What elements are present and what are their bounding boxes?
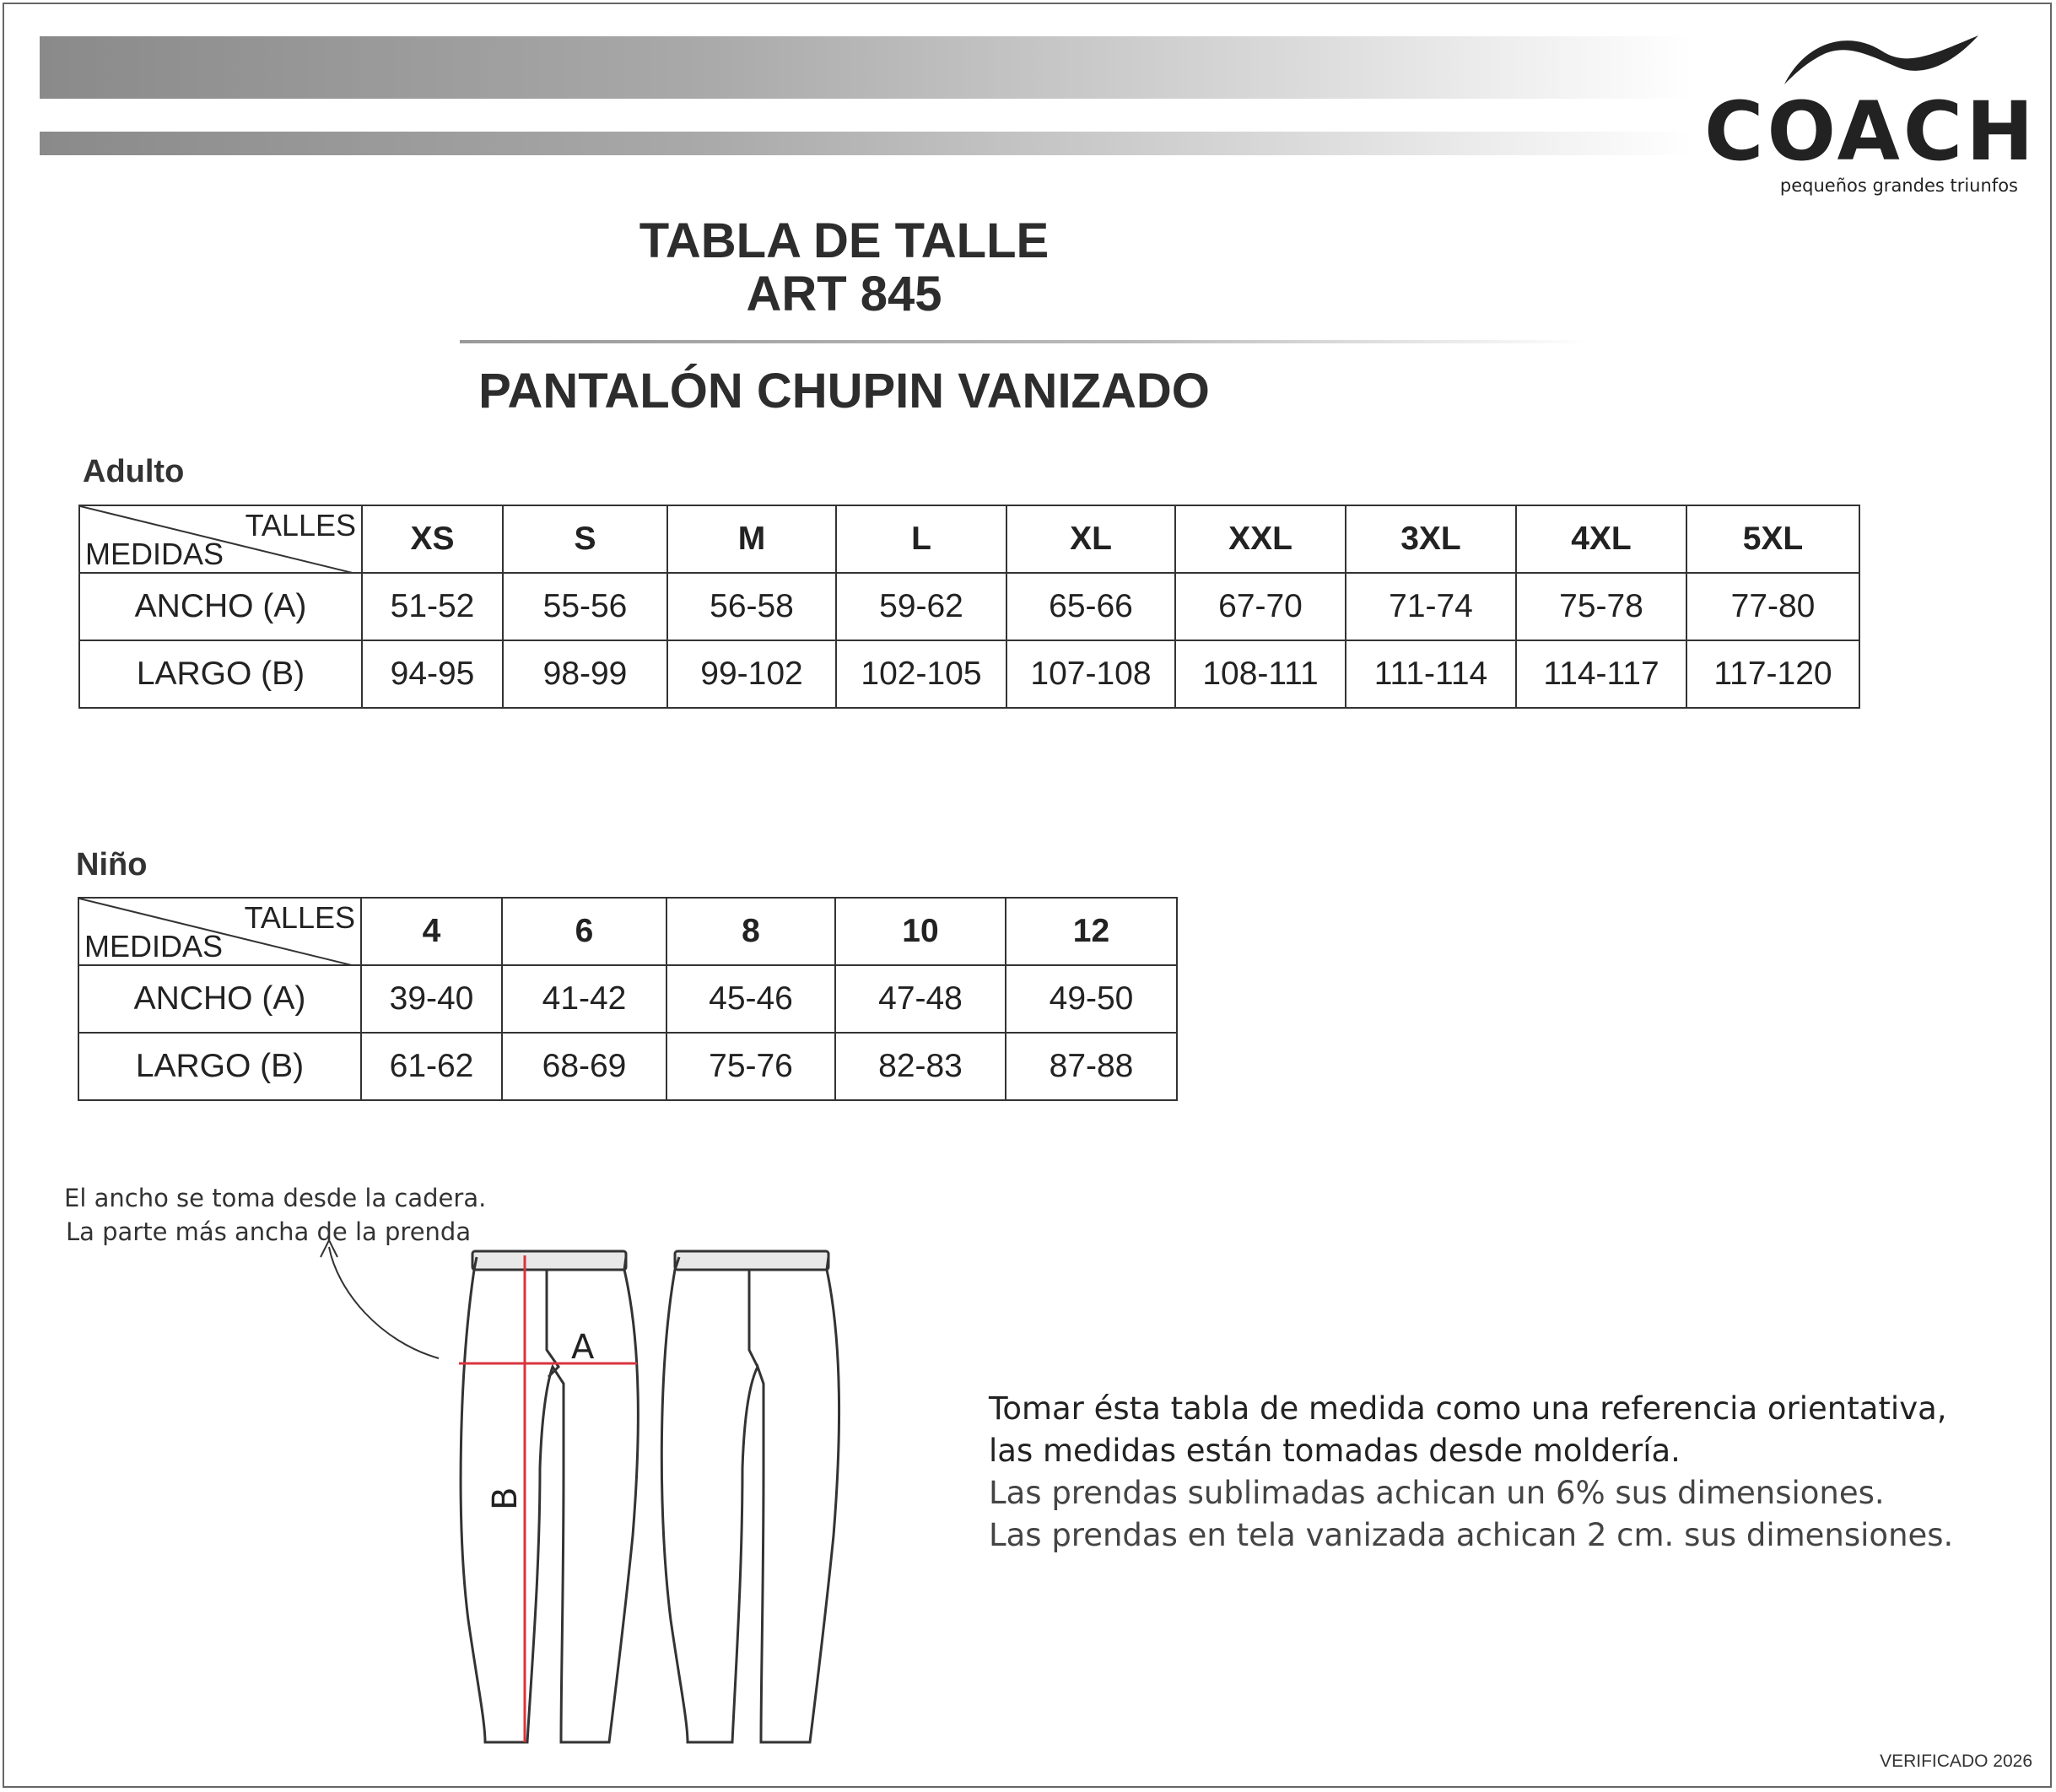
table-cell: 65-66 <box>1006 573 1175 640</box>
table-cell: 117-120 <box>1686 640 1859 708</box>
table-row <box>79 573 1859 640</box>
table-cell: 47-48 <box>835 965 1006 1033</box>
table-cell: 61-62 <box>361 1033 502 1100</box>
row-label-length: LARGO (B) <box>78 1033 361 1100</box>
table-cell: 41-42 <box>502 965 666 1033</box>
size-header: 10 <box>835 898 1006 965</box>
table-cell: 75-78 <box>1516 573 1686 640</box>
brand-tagline: pequeños grandes triunfos <box>1779 175 2018 196</box>
size-header: 3XL <box>1346 505 1516 573</box>
table-cell: 45-46 <box>666 965 835 1033</box>
table-cell: 55-56 <box>503 573 667 640</box>
size-header: 8 <box>666 898 835 965</box>
logo-wave-icon <box>1780 25 1983 93</box>
size-header: M <box>667 505 836 573</box>
table-cell: 51-52 <box>362 573 503 640</box>
size-header: 5XL <box>1686 505 1859 573</box>
disclaimer-line2: las medidas están tomadas desde moldería. <box>989 1433 1681 1469</box>
brand-name: COACH <box>1704 84 2037 179</box>
table-cell: 99-102 <box>667 640 836 708</box>
corner-label-sizes: TALLES <box>244 900 355 935</box>
product-name: PANTALÓN CHUPIN VANIZADO <box>478 364 1210 418</box>
table-cell: 59-62 <box>836 573 1006 640</box>
table-header-row <box>79 505 1859 573</box>
table-row <box>78 1033 1177 1100</box>
table-cell: 102-105 <box>836 640 1006 708</box>
size-header: S <box>503 505 667 573</box>
table-cell: 39-40 <box>361 965 502 1033</box>
table-cell: 111-114 <box>1346 640 1516 708</box>
table-cell: 77-80 <box>1686 573 1859 640</box>
size-header: L <box>836 505 1006 573</box>
disclaimer-line4: Las prendas en tela vanizada achican 2 cm. sus dimensiones. <box>989 1517 1954 1553</box>
table-cell: 87-88 <box>1006 1033 1177 1100</box>
label-b: B <box>486 1487 525 1510</box>
table-cell: 71-74 <box>1346 573 1516 640</box>
table-row <box>79 640 1859 708</box>
table-cell: 107-108 <box>1006 640 1175 708</box>
size-header: 12 <box>1006 898 1177 965</box>
table-header-row <box>78 898 1177 965</box>
size-header: XL <box>1006 505 1175 573</box>
corner-label-measures: MEDIDAS <box>85 537 224 571</box>
table-cell: 68-69 <box>502 1033 666 1100</box>
diagram-note-line2: La parte más ancha de la prenda <box>66 1217 472 1246</box>
row-label-width: ANCHO (A) <box>79 573 362 640</box>
table-cell: 56-58 <box>667 573 836 640</box>
verified-stamp: VERIFICADO 2026 <box>1880 1752 2032 1771</box>
brand-logo <box>1704 25 2037 196</box>
header-stripe-bottom <box>40 132 1693 155</box>
table-row <box>78 965 1177 1033</box>
disclaimer-line3: Las prendas sublimadas achican un 6% sus dimensiones. <box>989 1475 1885 1511</box>
table-cell: 67-70 <box>1175 573 1346 640</box>
size-header: XXL <box>1175 505 1346 573</box>
table-cell: 49-50 <box>1006 965 1177 1033</box>
row-label-length: LARGO (B) <box>79 640 362 708</box>
header-stripe-top <box>40 36 1693 99</box>
table-cell: 98-99 <box>503 640 667 708</box>
title-divider <box>460 340 1590 343</box>
table-corner-cell <box>79 505 362 573</box>
section-label-kids: Niño <box>76 847 148 883</box>
section-label-adult: Adulto <box>83 454 185 489</box>
size-header: 6 <box>502 898 666 965</box>
size-header: 4 <box>361 898 502 965</box>
kids-size-table <box>78 897 1178 1101</box>
size-header: 4XL <box>1516 505 1686 573</box>
disclaimer-block <box>989 1388 1953 1557</box>
adult-size-table <box>78 505 1860 709</box>
diagram-note-line1: El ancho se toma desde la cadera. <box>64 1184 487 1212</box>
disclaimer-line1: Tomar ésta tabla de medida como una referencia orientativa, <box>989 1390 1947 1427</box>
table-cell: 108-111 <box>1175 640 1346 708</box>
size-header: XS <box>362 505 503 573</box>
label-a: A <box>571 1328 595 1367</box>
corner-label-measures: MEDIDAS <box>84 929 224 963</box>
row-label-width: ANCHO (A) <box>78 965 361 1033</box>
table-cell: 82-83 <box>835 1033 1006 1100</box>
table-cell: 94-95 <box>362 640 503 708</box>
table-corner-cell <box>78 898 361 965</box>
page-title: TABLA DE TALLE <box>639 213 1050 268</box>
table-cell: 114-117 <box>1516 640 1686 708</box>
table-cell: 75-76 <box>666 1033 835 1100</box>
article-number: ART 845 <box>746 267 942 321</box>
corner-label-sizes: TALLES <box>245 508 356 542</box>
